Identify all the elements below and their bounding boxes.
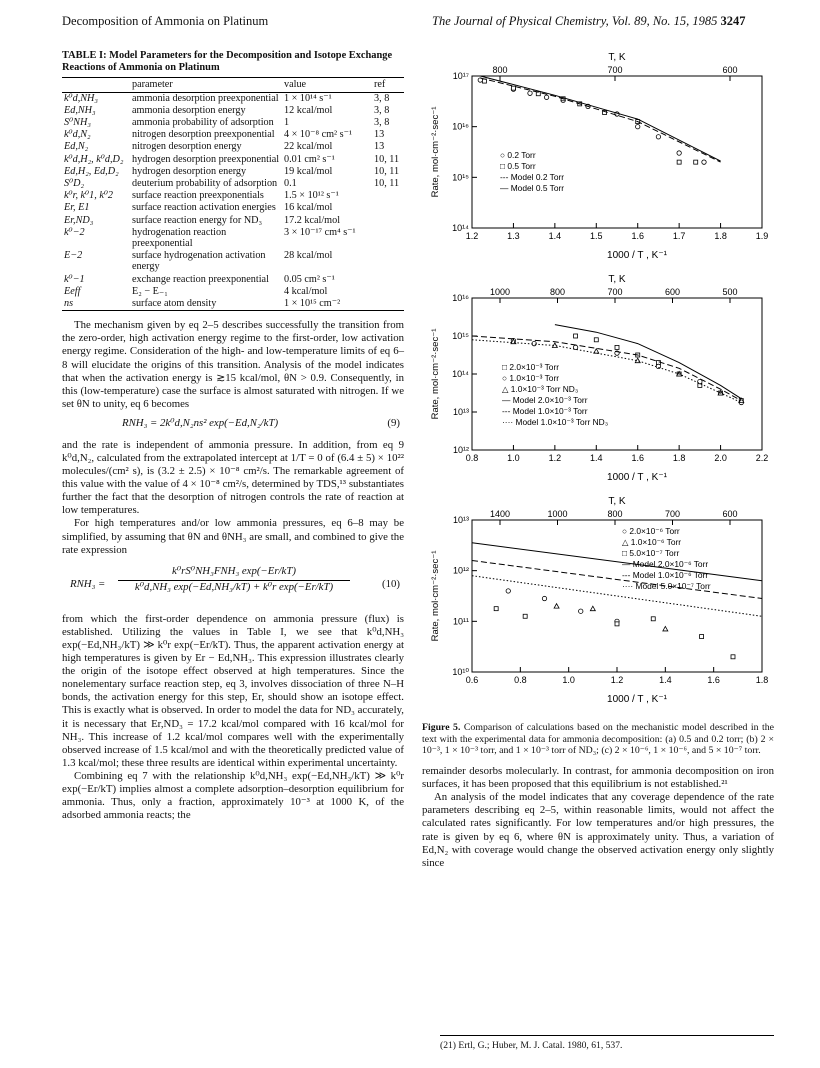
data-point-circle [677, 151, 681, 155]
paragraph: from which the first-order dependence on ammonia pressure (flux) is established. Utilizing the values in Table I, we see that k⁰d,NH₃ exp(−Ed,NH₃/kT) ≫ k⁰r exp(−Er/kT). Thus, the apparent activation energy at high temperatures is given by Er − Ed,NH₃. This expression illustrates clearly the origin of the isotope effect observed at high temperatures. Since the nonelementary surface reaction step, eq 3, involves dissociation of three N–H bonds, the activation energy for this step, Er, should show an isotope effect. This is exactly what is observed. In order to model the data for ND₃ accurately, it is necessary that Er,ND₃ = 17.2 kcal/mol compared with 16 kcal/mol for NH₃. This increase of 1.2 kcal/mol compares well with the experimentally observed increase of 1.5 kcal/mol and with the theoretically predicted value of 1.3 kcal/mol; these three results are identical within experimental uncertainty. [62, 612, 404, 769]
table-row [62, 117, 404, 129]
equation-lhs: RNH₃ = [70, 577, 106, 590]
table-cell-symbol: k⁰d,NH₃ [64, 92, 98, 104]
y-tick-label: 10¹⁶ [452, 121, 469, 132]
equation-denominator: k⁰d,NH₃ exp(−Ed,NH₃/kT) + k⁰r exp(−Er/kT) [134, 580, 334, 593]
top-tick-label: 800 [549, 287, 566, 298]
equation-fraction [118, 565, 350, 594]
table-cell-symbol: k⁰−1 [64, 273, 85, 285]
table-cell-parameter: hydrogen desorption energy [132, 165, 247, 177]
parameter-table [62, 77, 404, 311]
table-cell-value: 16 kcal/mol [284, 202, 333, 214]
table-cell-value: 1.5 × 10¹² s⁻¹ [284, 190, 339, 202]
top-tick-label: 800 [492, 65, 508, 75]
model-line [555, 325, 741, 399]
table-cell-ref: 13 [374, 141, 385, 153]
legend-entry: — Model 2.0×10⁻⁶ Torr [622, 559, 709, 570]
table-cell-parameter: surface reaction preexponentials [132, 190, 264, 202]
table-cell-value: 1 [284, 117, 290, 129]
table-cell-value: 19 kcal/mol [284, 165, 333, 177]
table-cell-symbol: Ed,H₂, Ed,D₂ [64, 165, 119, 177]
x-tick-label: 1.4 [659, 675, 672, 686]
table-cell-symbol: Ed,N₂ [64, 141, 89, 153]
x-tick-label: 1.8 [714, 231, 727, 241]
legend-entry: △ 1.0×10⁻³ Torr ND₃ [502, 384, 579, 395]
left-column [62, 50, 404, 822]
paragraph: For high temperatures and/or low ammonia pressures, eq 6–8 may be simplified, by assuming that θN and θNH₃ are small, and combined to give the rate expression [62, 517, 404, 556]
x-tick-label: 1.4 [548, 231, 562, 241]
table-header-row [62, 78, 404, 92]
x-tick-label: 1.0 [507, 453, 520, 464]
page-number: 3247 [720, 14, 746, 28]
x-tick-label: 1.2 [465, 231, 479, 241]
table-row [62, 129, 404, 141]
running-header-right [432, 14, 746, 29]
table-cell-ref: 10, 11 [374, 153, 400, 165]
top-axis-label: T, K [608, 496, 626, 508]
y-tick-label: 10¹⁰ [452, 667, 469, 678]
equation-10 [62, 565, 404, 605]
x-tick-label: 1.8 [672, 453, 686, 464]
data-point-circle [656, 135, 660, 139]
model-line [472, 576, 762, 617]
data-point-triangle [590, 606, 595, 611]
data-point-square [651, 617, 655, 621]
legend-entry: ···· Model 1.0×10⁻³ Torr ND₃ [502, 417, 609, 428]
legend-entry: --- Model 1.0×10⁻⁶ Torr [622, 570, 709, 581]
x-tick-label: 1.0 [562, 675, 575, 686]
x-tick-label: 0.6 [465, 675, 479, 686]
equation-9 [62, 417, 404, 433]
equation-number: (10) [382, 577, 400, 590]
equation-body: RNH₃ = 2k⁰d,N₂ns² exp(−Ed,N₂/kT) [122, 416, 279, 429]
top-tick-label: 700 [607, 287, 623, 298]
plot-frame [472, 520, 762, 672]
paragraph: Combining eq 7 with the relationship k⁰d,NH₃ exp(−Ed,NH₃/kT) ≫ k⁰r exp(−Er/kT) implies almost a complete adsorption–desorption equilibrium for ammonia. Thus, only a fraction, approximately 10⁻³ at 1000 K, of the adsorbed ammonia reacts; the [62, 769, 404, 822]
top-tick-label: 700 [607, 65, 623, 75]
model-line [472, 543, 762, 581]
table-cell-value: 0.05 cm² s⁻¹ [284, 273, 335, 285]
table-cell-parameter: nitrogen desorption preexponential [132, 129, 275, 141]
journal-citation: The Journal of Physical Chemistry, Vol. 89, No. 15, 1985 [432, 14, 718, 28]
table-cell-ref: 3, 8 [374, 92, 390, 104]
data-point-circle [506, 589, 510, 593]
top-axis-label: T, K [608, 52, 626, 63]
legend-entry: ○ 2.0×10⁻⁶ Torr [622, 526, 680, 537]
table-cell-symbol: k⁰d,N₂ [64, 129, 91, 141]
y-axis-label: Rate, mol·cm⁻²·sec⁻¹ [430, 328, 441, 420]
x-axis-label: 1000 / T , K⁻¹ [607, 250, 667, 261]
legend-entry: □ 5.0×10⁻⁷ Torr [622, 548, 680, 559]
table-cell-symbol: k⁰d,H₂, k⁰d,D₂ [64, 153, 124, 165]
data-point-square [511, 86, 515, 90]
table-cell-ref [372, 202, 404, 214]
x-tick-label: 1.6 [631, 453, 644, 464]
right-column [422, 50, 774, 870]
y-axis-label: Rate, mol·cm⁻²·sec⁻¹ [430, 550, 441, 642]
x-tick-label: 2.2 [755, 453, 769, 464]
table-row [62, 178, 404, 190]
table-cell-value: 0.1 [284, 178, 297, 190]
top-tick-label: 1000 [547, 509, 568, 520]
table-row [62, 215, 404, 227]
x-tick-label: 1.9 [755, 231, 769, 241]
data-point-circle [579, 609, 583, 613]
table-cell-symbol: Ed,NH₃ [64, 104, 96, 116]
x-tick-label: 1.2 [548, 453, 562, 464]
table-cell-parameter: ammonia desorption preexponential [132, 92, 279, 104]
figure-caption-label: Figure 5. [422, 722, 461, 734]
data-point-circle [702, 160, 706, 164]
data-point-triangle [554, 604, 559, 609]
data-point-square [731, 655, 735, 659]
table-cell-parameter: ammonia desorption energy [132, 104, 246, 116]
table-row [62, 274, 404, 286]
x-tick-label: 1.6 [631, 231, 644, 241]
top-tick-label: 600 [722, 509, 738, 520]
table-body [62, 92, 404, 311]
table-cell-value: 22 kcal/mol [284, 141, 333, 153]
table-cell-parameter: deuterium probability of adsorption [132, 178, 278, 190]
table-cell-ref: 10, 11 [374, 165, 400, 177]
x-axis-label: 1000 / T , K⁻¹ [607, 472, 667, 484]
top-tick-label: 600 [722, 65, 738, 75]
running-header-left: Decomposition of Ammonia on Platinum [62, 14, 269, 28]
legend-entry: □ 2.0×10⁻³ Torr [502, 362, 560, 373]
top-tick-label: 1400 [489, 509, 511, 520]
y-tick-label: 10¹² [452, 565, 469, 576]
top-tick-label: 1000 [489, 287, 511, 298]
table-cell-ref: 13 [374, 129, 385, 141]
table-cell-value: 0.01 cm² s⁻¹ [284, 153, 335, 165]
x-tick-label: 1.6 [707, 675, 720, 686]
data-point-square [594, 338, 598, 342]
y-tick-label: 10¹⁵ [452, 331, 469, 342]
paragraph: and the rate is independent of ammonia pressure. In addition, from eq 9 k⁰d,N₂, calculated from the extrapolated intercept at 1/T = 0 of (6.4 ± 5) × 10²² molecules/(cm² s), is (3.2 ± 2.5) × 10⁻⁸ cm²/s. The remarkable agreement of this value with the value of 4 × 10⁻⁸ cm²/s, determined by TDS,¹³ substantiates further the fact that the desorption of nitrogen controls the rate of reaction at low temperatures. [62, 438, 404, 517]
x-tick-label: 0.8 [514, 675, 527, 686]
data-point-square [677, 160, 681, 164]
table-cell-value: 12 kcal/mol [284, 104, 333, 116]
x-tick-label: 1.5 [590, 231, 603, 241]
data-point-square [574, 334, 578, 338]
model-line [472, 561, 762, 599]
table-cell-symbol: S⁰D₂ [64, 178, 85, 190]
x-tick-label: 1.4 [590, 453, 603, 464]
table-cell-ref [372, 298, 404, 311]
header-ref: ref [372, 78, 404, 92]
legend-entry: ○ 0.2 Torr [500, 150, 536, 160]
figure-caption [422, 722, 774, 757]
table-row [62, 166, 404, 178]
y-tick-label: 10¹² [452, 445, 469, 456]
table-row [62, 92, 404, 105]
top-tick-label: 500 [722, 287, 738, 298]
legend-entry: ○ 1.0×10⁻³ Torr [502, 373, 560, 384]
data-point-circle [636, 124, 640, 128]
data-point-circle [544, 95, 548, 99]
table-cell-value: 1 × 10¹⁴ s⁻¹ [284, 92, 332, 104]
data-point-square [615, 622, 619, 626]
table-cell-ref: 10, 11 [374, 178, 400, 190]
top-tick-label: 700 [664, 509, 681, 520]
table-row [62, 105, 404, 117]
table-cell-ref: 3, 8 [374, 104, 390, 116]
table-cell-symbol: Er,ND₃ [64, 214, 94, 226]
table-row [62, 286, 404, 298]
x-tick-label: 1.2 [610, 675, 624, 686]
table-cell-parameter: surface reaction energy for ND₃ [132, 214, 263, 226]
y-tick-label: 10¹⁷ [452, 71, 469, 81]
x-axis-label: 1000 / T , K⁻¹ [607, 694, 667, 706]
data-point-square [523, 614, 527, 618]
equation-numerator: k⁰rS⁰NH₃FNH₃ exp(−Er/kT) [118, 565, 350, 581]
legend-entry: --- Model 0.2 Torr [500, 172, 565, 182]
data-point-square [700, 635, 704, 639]
table-cell-ref [372, 286, 404, 298]
table-cell-symbol: k⁰r, k⁰1, k⁰2 [64, 190, 114, 202]
data-point-triangle [663, 627, 668, 632]
table-cell-parameter: surface reaction activation energies [132, 202, 276, 214]
table-cell-value: 1 × 10¹⁵ cm⁻² [282, 298, 372, 311]
table-cell-value: 4 × 10⁻⁸ cm² s⁻¹ [284, 129, 353, 141]
y-tick-label: 10¹⁴ [452, 223, 469, 233]
legend-entry: □ 0.5 Torr [500, 161, 536, 171]
model-line [480, 76, 720, 161]
table-cell-symbol: Eeff [64, 285, 81, 297]
table-cell-parameter: surface hydrogenation activation energy [132, 250, 266, 273]
y-tick-label: 10¹⁶ [452, 293, 469, 304]
table-cell-ref [372, 190, 404, 202]
figure-caption-text: Comparison of calculations based on the mechanistic model described in the text with the experimental data for ammonia decomposition: (a) 0.5 and 0.2 torr; (b) 2 × 10⁻³, 1 × 10⁻³ torr, and 1 × 10⁻³ torr of ND₃; (c) 2 × 10⁻⁶, 1 × 10⁻⁶, and 5 × 10⁻⁷ torr. [422, 722, 774, 757]
data-point-circle [528, 91, 532, 95]
table-cell-value: 28 kcal/mol [284, 250, 333, 262]
y-tick-label: 10¹³ [452, 407, 469, 418]
table-cell-symbol: Er, E1 [64, 202, 90, 214]
plot-b [422, 272, 774, 490]
table-cell-value: 17.2 kcal/mol [284, 214, 341, 226]
footnote: (21) Ertl, G.; Huber, M. J. Catal. 1980, 61, 537. [440, 1035, 774, 1051]
y-tick-label: 10¹³ [452, 515, 469, 526]
header-parameter: parameter [130, 78, 282, 92]
plot-c [422, 494, 774, 712]
table-row [62, 190, 404, 202]
x-tick-label: 1.3 [507, 231, 520, 241]
paragraph: An analysis of the model indicates that any coverage dependence of the rate parameters describing eq 2–5, within reasonable limits, would not affect the calculated rates significantly. For low temperatures and/or high pressures, the rate is given by eq 6, where θN is approximately unity. Thus, a variation of Ed,N₂ with coverage would change the observed activation energy only slightly since [422, 791, 774, 869]
table-cell-ref [372, 227, 404, 250]
table-cell-value: 3 × 10⁻¹⁷ cm⁴ s⁻¹ [284, 226, 356, 238]
data-point-square [494, 607, 498, 611]
table-cell-symbol: S⁰NH₃ [64, 117, 91, 129]
figure-5 [422, 50, 774, 716]
table-caption: TABLE I: Model Parameters for the Decomposition and Isotope Exchange Reactions of Ammonia on Platinum [62, 50, 393, 74]
legend-entry: --- Model 1.0×10⁻³ Torr [502, 406, 588, 417]
table-cell-parameter: ammonia probability of adsorption [132, 117, 274, 129]
plot-a [422, 50, 774, 268]
header-value: value [282, 78, 372, 92]
header-symbol [62, 78, 130, 92]
table-cell-parameter: nitrogen desorption energy [132, 141, 242, 153]
legend-entry: △ 1.0×10⁻⁶ Torr [622, 537, 682, 548]
table-cell-ref [372, 215, 404, 227]
table-cell-parameter: hydrogen desorption preexponential [132, 153, 280, 165]
table-cell-parameter: hydrogenation reaction preexponential [132, 226, 227, 250]
table-row [62, 227, 404, 250]
table-row [62, 202, 404, 214]
x-tick-label: 1.8 [755, 675, 769, 686]
data-point-square [694, 160, 698, 164]
y-axis-label: Rate, mol·cm⁻²·sec⁻¹ [430, 106, 441, 198]
x-tick-label: 2.0 [714, 453, 727, 464]
table-row [62, 154, 404, 166]
legend-entry: — Model 2.0×10⁻³ Torr [502, 395, 588, 406]
table-cell-parameter: surface atom density [130, 298, 282, 311]
table-cell-symbol: ns [62, 298, 130, 311]
top-tick-label: 800 [607, 509, 623, 520]
table-cell-value: 4 kcal/mol [284, 285, 328, 297]
x-tick-label: 0.8 [465, 453, 479, 464]
legend-entry: — Model 0.5 Torr [500, 183, 565, 193]
x-tick-label: 1.7 [672, 231, 686, 241]
table-row [62, 141, 404, 153]
table-cell-ref: 3, 8 [374, 117, 390, 129]
y-tick-label: 10¹⁴ [452, 369, 469, 380]
table-cell-ref [372, 250, 404, 273]
legend-entry: ···· Model 5.0×10⁻⁷ Torr [622, 581, 711, 592]
data-point-circle [542, 597, 546, 601]
paragraph: remainder desorbs molecularly. In contrast, for ammonia decomposition on iron surfaces, it has been proposed that this equilibrium is not established.²¹ [422, 765, 774, 791]
table-cell-parameter: E₂ − E₋₁ [132, 285, 168, 297]
table-cell-symbol: E−2 [64, 250, 83, 262]
table-row [62, 298, 404, 311]
y-tick-label: 10¹⁵ [452, 172, 469, 183]
data-point-circle [656, 364, 660, 368]
top-tick-label: 600 [664, 287, 681, 298]
paragraph: The mechanism given by eq 2–5 describes successfully the transition from the zero-order, high activation energy regime to the first-order, low activation energy regime. Consideration of the high- and low-temperature limits of eq 6–8 will elucidate the origins of this transition. Analysis of the model indicates that when the activation energy is ≳15 kcal/mol, θN > 0.9. Consequently, in this (low-temperature) case the surface is almost saturated with nitrogen. If we set θN to unity, eq 6 becomes [62, 319, 404, 410]
table-cell-ref [372, 274, 404, 286]
table-cell-symbol: k⁰−2 [64, 226, 85, 238]
data-point-square [615, 345, 619, 349]
y-tick-label: 10¹¹ [452, 616, 469, 627]
equation-number: (9) [387, 416, 400, 429]
table-cell-parameter: exchange reaction preexponential [132, 273, 269, 285]
table-row [62, 250, 404, 273]
top-axis-label: T, K [608, 274, 626, 286]
